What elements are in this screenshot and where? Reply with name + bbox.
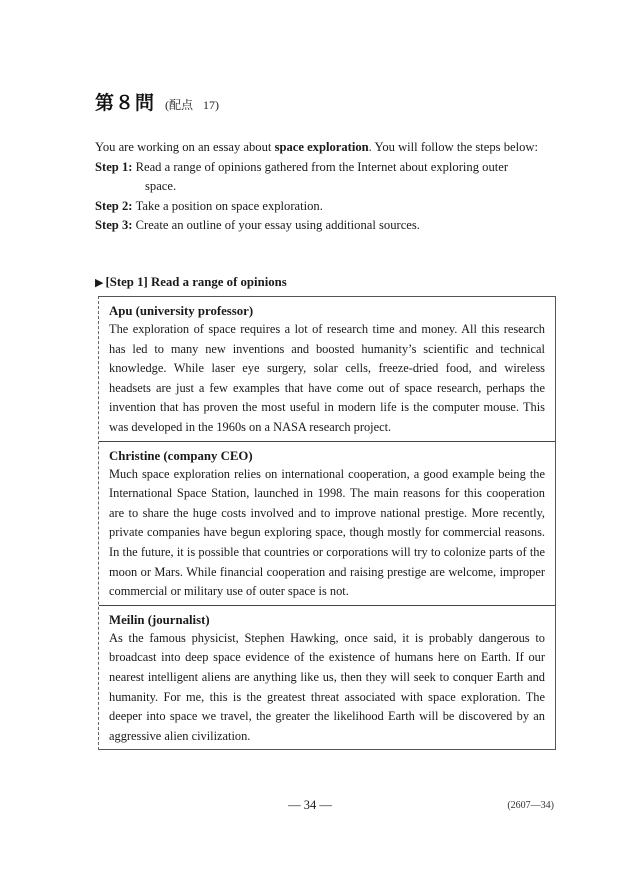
instructions <box>95 138 557 236</box>
page-code: (2607—34) <box>507 800 554 811</box>
opinion-author: Apu (university professor) <box>109 304 254 318</box>
points-value: 17) <box>203 98 220 112</box>
intro-paragraph <box>95 138 557 158</box>
opinion-author: Christine (company CEO) <box>109 448 253 463</box>
page-number: — 34 — <box>288 798 332 812</box>
points-label: (配点 <box>165 98 194 112</box>
opinion-christine <box>99 441 555 605</box>
step-text: Take a position on space exploration. <box>135 198 323 213</box>
question-header <box>95 88 219 115</box>
opinions-box <box>98 296 556 750</box>
step-label: Step 2: <box>95 198 133 213</box>
question-number: 第８問 <box>95 92 156 114</box>
intro-text: You are working on an essay about <box>95 140 275 154</box>
step-text: Create an outline of your essay using additional sources. <box>135 218 420 232</box>
step-text-continuation: space. <box>145 179 177 193</box>
step-item <box>95 216 557 236</box>
step-text: Read a range of opinions gathered from the Internet about exploring outer <box>135 159 509 174</box>
step-item <box>95 158 557 197</box>
opinion-text: Much space exploration relies on international cooperation, a good example being the International Space Station, launched in 1998. The main reasons for this cooperation are to share the huge costs involved and to improve national prestige. More recently, private companies have begun exploring space, though mostly for commercial reasons. In the future, it is possible that countries or corporations will try to colonize parts of the moon or Mars. While financial cooperation and raising prestige are welcome, improper commercial or military use of outer space is not. <box>109 466 545 599</box>
section-title: [Step 1] Read a range of opinions <box>105 275 287 289</box>
section-heading <box>95 275 287 290</box>
steps-list <box>95 158 557 236</box>
triangle-marker-icon: ▶ <box>95 276 104 289</box>
intro-text-end: . You will follow the steps below: <box>368 140 538 154</box>
opinion-author: Meilin (journalist) <box>109 612 210 627</box>
opinion-apu <box>99 297 555 441</box>
opinion-text: As the famous physicist, Stephen Hawking, once said, it is probably dangerous to broadcast into deep space evidence of the existence of humans here on Earth. If our nearest intelligent aliens are anything like us, then they will seek to conquer Earth and humanity. For me, this is the greatest threat associated with space exploration. The deeper into space we travel, the greater the likelihood Earth will be discovered by an aggressive alien civilization. <box>109 630 545 743</box>
opinion-meilin <box>99 605 555 750</box>
step-item <box>95 197 557 217</box>
step-label: Step 3: <box>95 218 133 232</box>
points-allocation <box>165 96 219 113</box>
opinion-text: The exploration of space requires a lot of research time and money. All this research has led to many new inventions and boosted humanity’s scientific and technical knowledge. While laser eye surgery, solar cells, freeze-dried food, and wireless headsets are just a few examples that have come out of space research, perhaps the invention that has proven the most useful in modern life is the computer mouse. This was developed in the 1960s on a NASA research project. <box>109 322 545 434</box>
step-label: Step 1: <box>95 159 133 174</box>
intro-topic: space exploration <box>274 140 369 154</box>
